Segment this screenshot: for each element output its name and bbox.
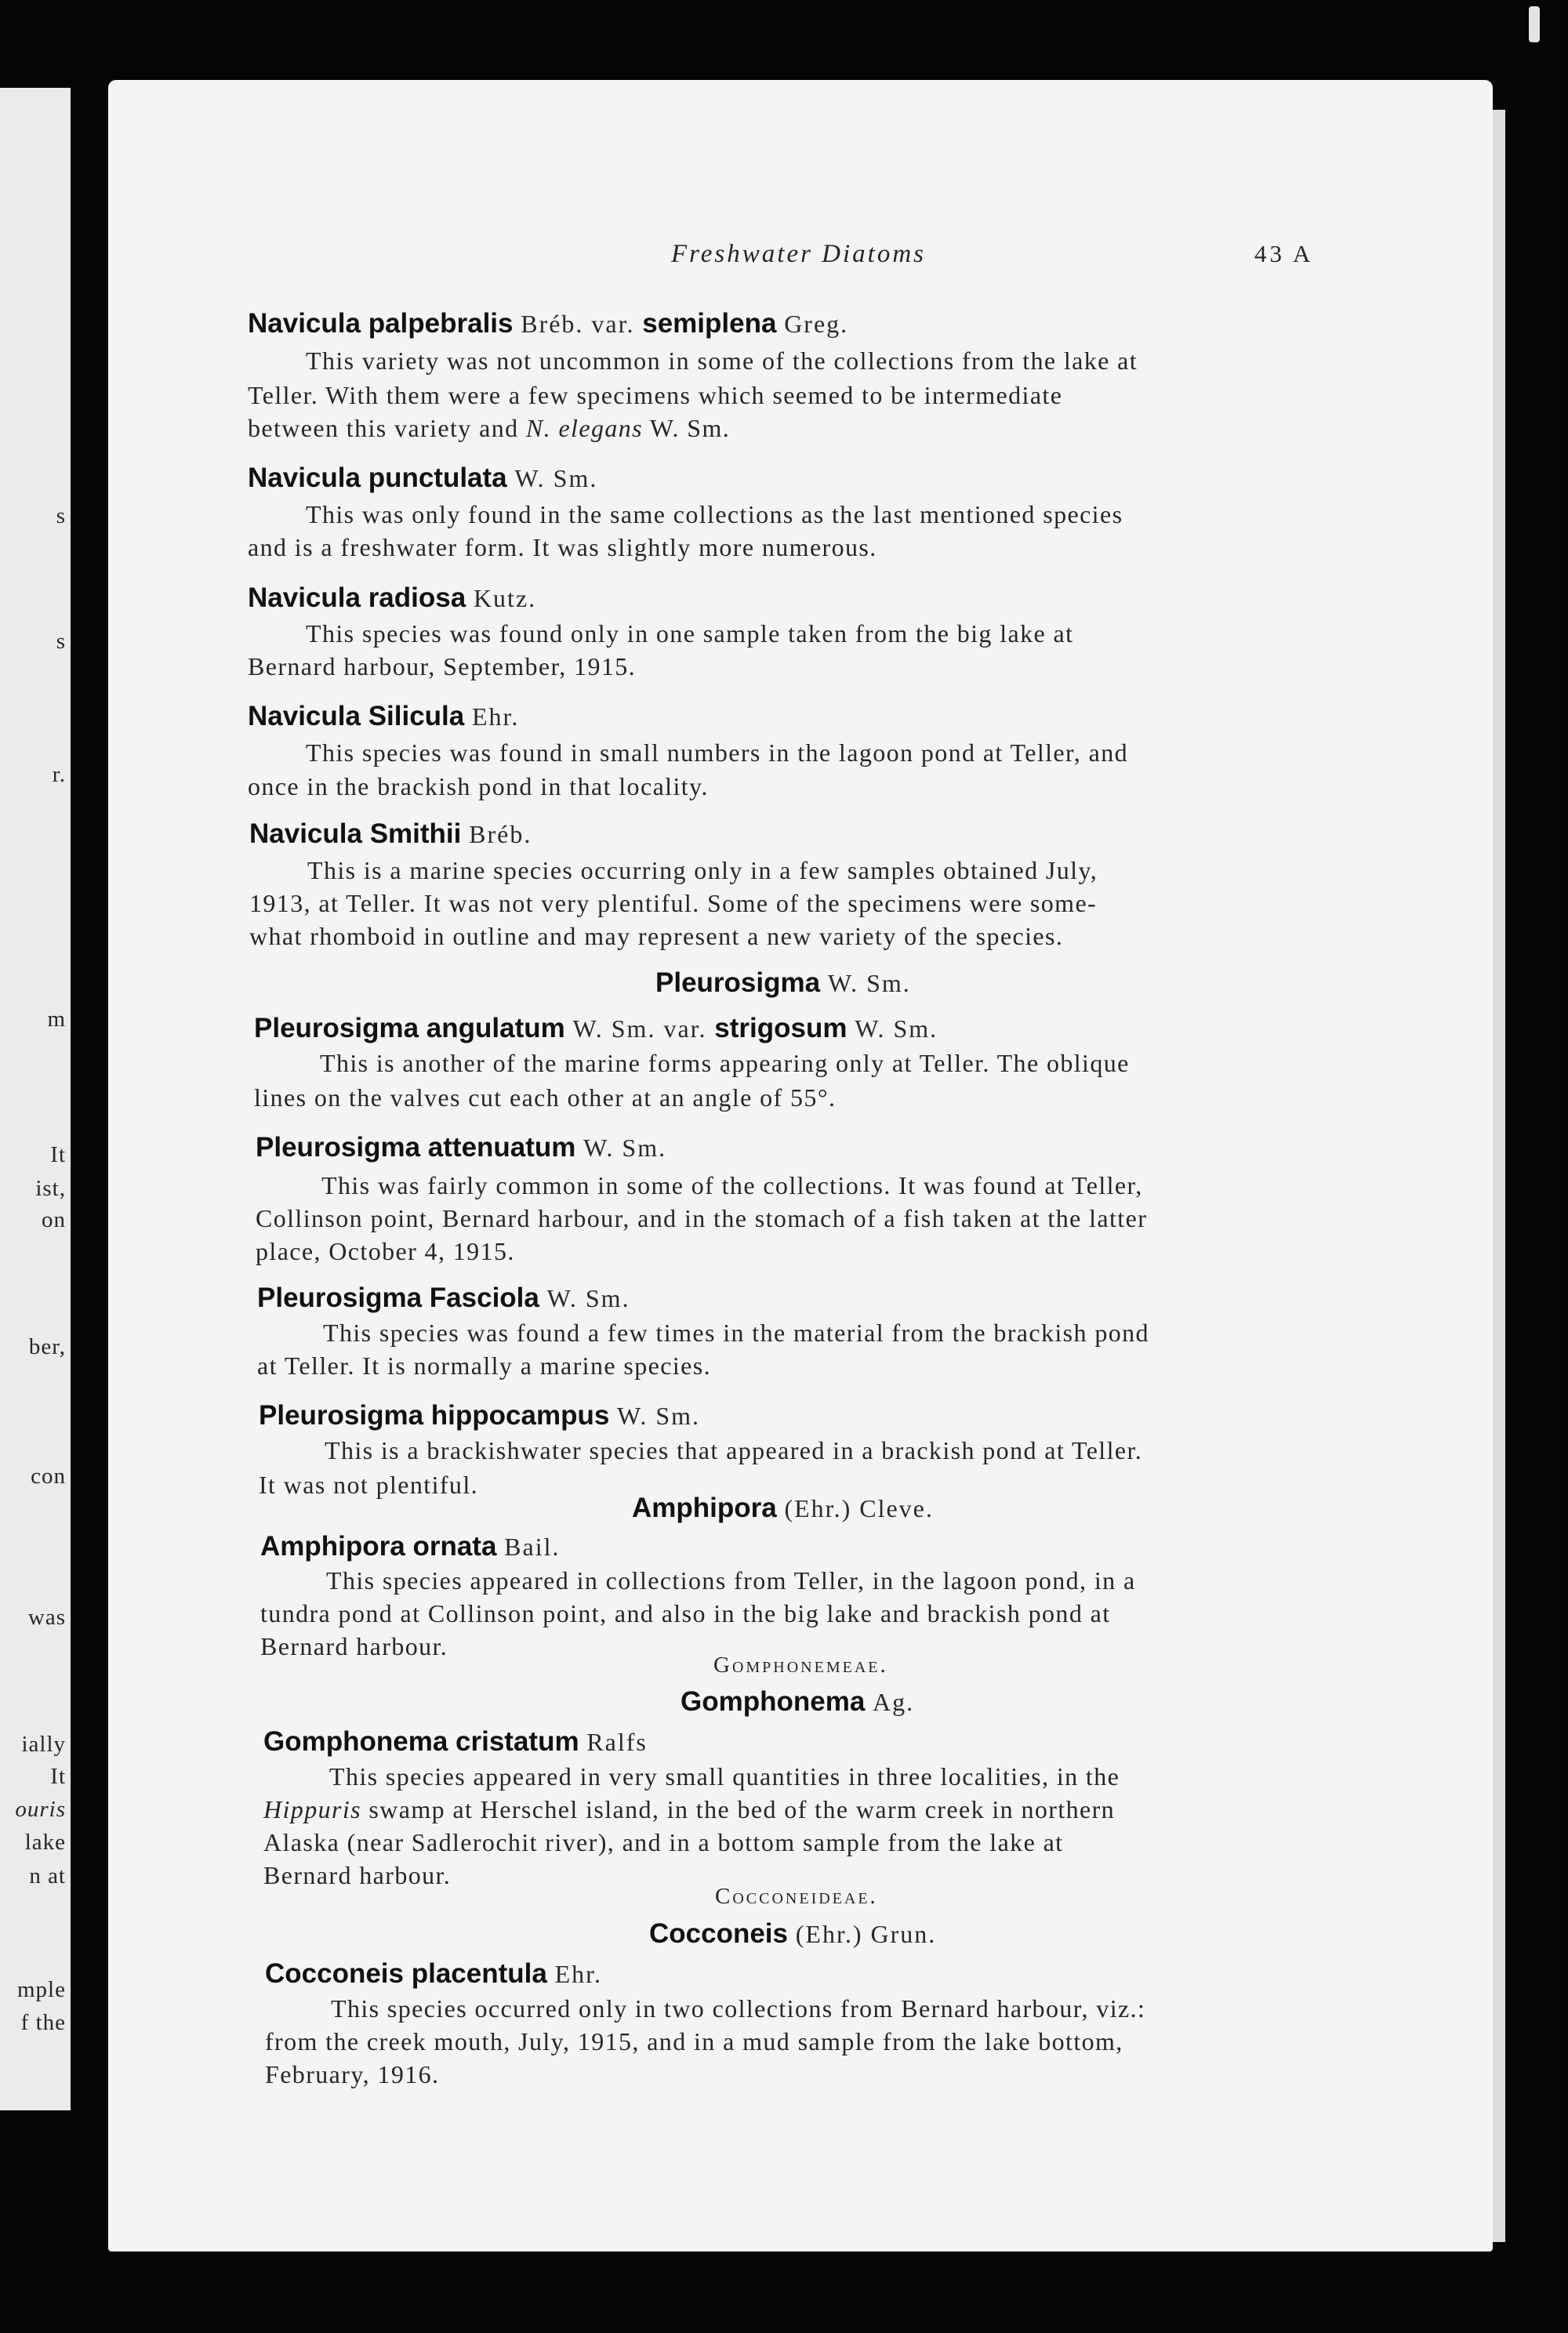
species-name: Gomphonema cristatum xyxy=(263,1726,579,1757)
species-name: Navicula Silicula xyxy=(248,701,465,731)
body-line: This is a marine species occurring only in a few samples obtained July, xyxy=(307,856,1098,884)
facing-page-text: m xyxy=(47,1007,66,1032)
body-line: This was only found in the same collections as the last mentioned species xyxy=(306,500,1123,528)
body-line: place, October 4, 1915. xyxy=(256,1237,515,1265)
body-line: It was not plentiful. xyxy=(259,1471,479,1499)
facing-page-text: ber, xyxy=(28,1334,66,1359)
body-line: between this variety and N. elegans W. Sm. xyxy=(248,414,731,442)
facing-page-text: s xyxy=(56,503,66,528)
genus-author: (Ehr.) Grun. xyxy=(795,1920,937,1948)
species-author: Ralfs xyxy=(586,1728,648,1756)
facing-page-text: f the xyxy=(20,2010,66,2035)
genus-author: W. Sm. xyxy=(827,969,911,997)
body-line: This is another of the marine forms appearing only at Teller. The oblique xyxy=(320,1049,1130,1077)
species-name: Cocconeis placentula xyxy=(265,1958,547,1989)
facing-page-text: ist, xyxy=(35,1176,66,1201)
genus-name: Amphipora xyxy=(632,1493,777,1523)
body-line: This species was found a few times in the material from the brackish pond xyxy=(323,1319,1149,1347)
body-line: tundra pond at Collinson point, and also in the big lake and brackish pond at xyxy=(260,1599,1111,1627)
facing-page-text: s xyxy=(56,629,66,654)
species-heading xyxy=(249,820,532,847)
facing-page-text: It xyxy=(50,1764,66,1789)
tribe-heading: Gomphonemeae. xyxy=(713,1653,888,1678)
running-head: Freshwater Diatoms xyxy=(671,240,927,268)
species-author: Ehr. xyxy=(471,702,520,731)
species-author: W. Sm. xyxy=(583,1134,667,1162)
species-author: W. Sm. var. xyxy=(572,1014,707,1043)
tribe-heading: Cocconeideae. xyxy=(715,1884,878,1909)
genus-name: Gomphonema xyxy=(681,1686,866,1717)
species-author: W. Sm. xyxy=(514,464,598,492)
facing-page-text: ouris xyxy=(15,1797,66,1822)
body-line: This species appeared in collections from Teller, in the lagoon pond, in a xyxy=(326,1566,1136,1595)
species-name: Pleurosigma attenuatum xyxy=(256,1132,576,1163)
species-heading xyxy=(248,584,536,611)
body-line: 1913, at Teller. It was not very plentiful. Some of the specimens were some- xyxy=(249,889,1098,917)
body-line: This variety was not uncommon in some of the collections from the lake at xyxy=(306,347,1138,375)
genus-reference: Hippuris xyxy=(263,1795,361,1823)
species-heading xyxy=(263,1728,648,1755)
species-name: Navicula Smithii xyxy=(249,818,462,849)
species-author: Bréb. var. xyxy=(521,310,635,338)
body-line: and is a freshwater form. It was slightly more numerous. xyxy=(248,533,877,561)
variety-author: W. Sm. xyxy=(855,1014,938,1043)
genus-heading xyxy=(655,969,911,996)
scan-edge-mark xyxy=(1529,6,1540,42)
facing-page-text: It xyxy=(50,1142,66,1167)
species-heading xyxy=(259,1402,700,1429)
species-heading xyxy=(254,1014,938,1042)
variety-name: semiplena xyxy=(642,308,777,339)
species-heading xyxy=(260,1533,560,1560)
species-heading xyxy=(248,702,519,730)
body-line: Alaska (near Sadlerochit river), and in a bottom sample from the lake at xyxy=(263,1828,1064,1856)
body-line: what rhomboid in outline and may represent a new variety of the species. xyxy=(249,922,1064,950)
species-reference: N. elegans xyxy=(525,414,643,442)
species-heading xyxy=(248,310,848,337)
page-number: 43 A xyxy=(1254,240,1314,267)
body-line: Teller. With them were a few specimens which seemed to be intermediate xyxy=(248,381,1063,409)
body-line: once in the brackish pond in that locality. xyxy=(248,772,709,800)
species-name: Pleurosigma angulatum xyxy=(254,1013,565,1043)
species-author: Kutz. xyxy=(473,584,537,612)
species-heading xyxy=(256,1134,666,1161)
genus-name: Pleurosigma xyxy=(655,967,821,998)
facing-page-text: was xyxy=(27,1605,66,1630)
body-line: from the creek mouth, July, 1915, and in a mud sample from the lake bottom, xyxy=(265,2027,1123,2055)
genus-heading xyxy=(681,1688,914,1715)
variety-author: Greg. xyxy=(784,310,849,338)
facing-page-text: ially xyxy=(21,1732,66,1757)
facing-page-text: mple xyxy=(17,1977,66,2002)
body-line: This species was found only in one sample taken from the big lake at xyxy=(306,619,1074,648)
facing-page-text: n at xyxy=(29,1863,66,1889)
genus-author: Ag. xyxy=(873,1688,915,1716)
body-line: at Teller. It is normally a marine species. xyxy=(257,1352,711,1380)
facing-page-text: con xyxy=(31,1464,66,1489)
body-line: This was fairly common in some of the collections. It was found at Teller, xyxy=(321,1171,1143,1199)
species-heading xyxy=(265,1960,602,1987)
genus-author: (Ehr.) Cleve. xyxy=(784,1494,934,1522)
body-line: Bernard harbour, September, 1915. xyxy=(248,652,637,680)
species-author: Bréb. xyxy=(469,820,532,848)
facing-page-text: lake xyxy=(24,1830,66,1855)
species-name: Amphipora ornata xyxy=(260,1531,497,1562)
body-line: This species appeared in very small quantities in three localities, in the xyxy=(329,1762,1120,1791)
genus-heading xyxy=(632,1494,934,1522)
variety-name: strigosum xyxy=(714,1013,848,1043)
species-name: Pleurosigma Fasciola xyxy=(257,1283,539,1313)
species-name: Navicula radiosa xyxy=(248,582,466,613)
species-name: Pleurosigma hippocampus xyxy=(259,1400,610,1431)
species-heading xyxy=(257,1284,630,1312)
genus-heading xyxy=(649,1920,936,1947)
body-line: This species occurred only in two collections from Bernard harbour, viz.: xyxy=(331,1994,1146,2023)
body-line: Collinson point, Bernard harbour, and in the stomach of a fish taken at the latter xyxy=(256,1204,1148,1232)
body-line: Bernard harbour. xyxy=(260,1632,448,1660)
species-heading xyxy=(248,464,597,492)
species-author: Ehr. xyxy=(554,1960,602,1988)
body-line: This species was found in small numbers in the lagoon pond at Teller, and xyxy=(306,738,1129,767)
species-author: W. Sm. xyxy=(617,1402,700,1430)
species-author: W. Sm. xyxy=(546,1284,630,1312)
genus-name: Cocconeis xyxy=(649,1918,788,1949)
body-line: Hippuris swamp at Herschel island, in the bed of the warm creek in northern xyxy=(263,1795,1116,1823)
body-line: February, 1916. xyxy=(265,2060,440,2088)
body-line: Bernard harbour. xyxy=(263,1861,452,1889)
body-line: lines on the valves cut each other at an angle of 55°. xyxy=(254,1083,837,1112)
facing-page-text: on xyxy=(42,1207,66,1232)
species-name: Navicula palpebralis xyxy=(248,308,514,339)
species-name: Navicula punctulata xyxy=(248,463,507,493)
species-author: Bail. xyxy=(504,1533,561,1561)
facing-page-fragment xyxy=(0,88,71,2110)
facing-page-text: r. xyxy=(52,762,66,787)
body-line: This is a brackishwater species that appeared in a brackish pond at Teller. xyxy=(325,1436,1143,1464)
